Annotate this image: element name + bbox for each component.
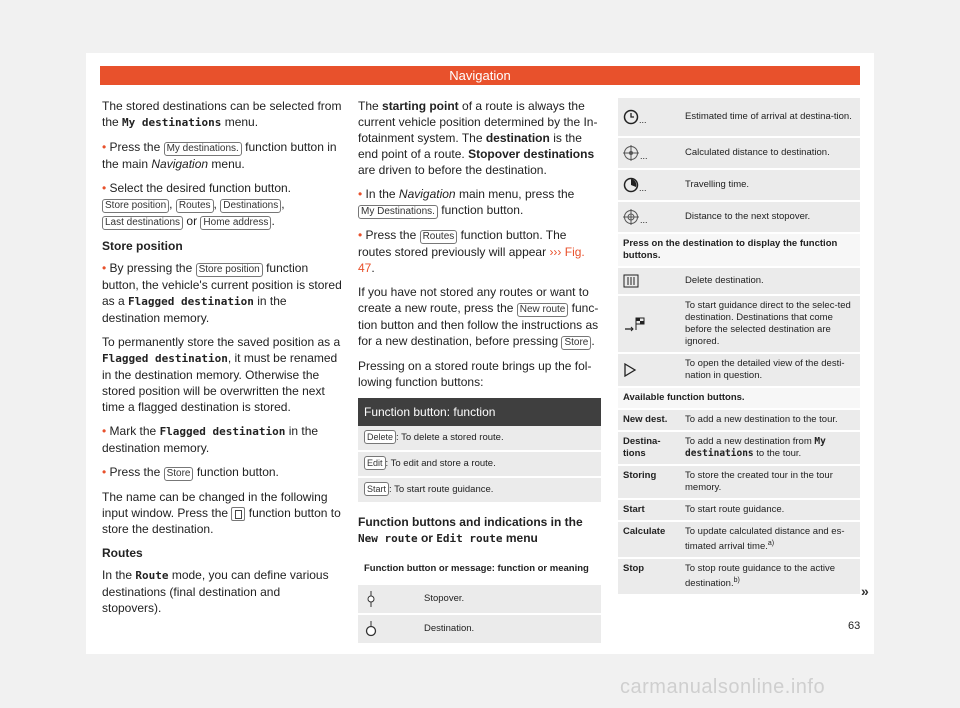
distance-icon [623, 145, 653, 161]
indications-table-continued [618, 98, 860, 596]
function-table [358, 398, 601, 504]
edit-button[interactable]: Edit [364, 456, 386, 470]
figure-link[interactable]: ››› Fig. 47 [358, 245, 585, 275]
table-row: Storing To store the created tour in the tour memory. [618, 465, 860, 499]
column-1 [102, 98, 342, 624]
svg-text:...: ... [639, 115, 647, 125]
my-destinations-button[interactable]: My destinations. [164, 142, 242, 156]
table-row: Stopover. [358, 584, 601, 614]
stopover-distance-icon [623, 209, 653, 225]
destinations-button[interactable]: Destinations [220, 199, 281, 213]
table-row: ... Distance to the next stopover. [618, 201, 860, 233]
store-position-button-2[interactable]: Store position [196, 263, 263, 277]
bullet-item: • In the Navigation main menu, press the My Destinations. function button. [358, 187, 575, 217]
section-header: Navigation [100, 66, 860, 85]
table-row: ... Estimated time of arrival at destina-tion. [618, 98, 860, 137]
table-row: Calculate To update calculated distance and es-timated arrival time.$^{a)}$ [618, 521, 860, 558]
table-row: Start To start route guidance. [618, 499, 860, 521]
table-row: To open the detailed view of the desti-nation in question. [618, 353, 860, 387]
continue-marker: » [861, 583, 869, 599]
routes-button[interactable]: Routes [176, 199, 214, 213]
bullet-item: • Select the desired function button. Store position , Routes , Destinations , Last destinations or Home address . [102, 181, 291, 228]
store-button[interactable]: Store [164, 467, 194, 481]
routes-button-2[interactable]: Routes [420, 230, 458, 244]
svg-text:...: ... [640, 215, 648, 225]
table-header: Function button: function [358, 398, 601, 426]
table-row: ... Calculated distance to destination. [618, 137, 860, 169]
stopover-icon [364, 591, 378, 607]
destination-icon [364, 621, 378, 637]
arrival-time-icon [623, 109, 653, 125]
bullet-item: • By pressing the Store position function button, the vehicle's current position is stored as a Flagged destination in the destination memory. [102, 261, 342, 325]
start-button[interactable]: Start [364, 482, 389, 496]
svg-text:...: ... [639, 183, 647, 193]
table-row: Edit : To edit and store a route. [358, 451, 601, 477]
table-row: Destina-tions To add a new destination from My destinations to the tour. [618, 431, 860, 465]
paragraph: The starting point of a route is always the current vehicle position determined by the In-fotainment system. The destination is the end point of a route. Stopover destinations are driven to before the destination. [358, 99, 598, 177]
table-row: Delete : To delete a stored route. [358, 426, 601, 451]
paragraph: If you have not stored any routes or want to create a new route, press the New route func-tion button and then follow the instructions as for a new destination, before pressing Store . [358, 285, 599, 348]
table-row: Delete destination. [618, 267, 860, 295]
table-row: New dest. To add a new destination to the tour. [618, 409, 860, 431]
table-row: Destination. [358, 614, 601, 644]
table-subheader: Press on the destination to display the function buttons. [618, 233, 860, 267]
table-row: ... Travelling time. [618, 169, 860, 201]
svg-text:...: ... [640, 151, 648, 161]
save-icon[interactable] [231, 507, 245, 521]
bullet-item: • Press the Routes function button. The routes stored previously will appear ››› Fig. 47. [358, 228, 585, 275]
heading-routes: Routes [102, 546, 143, 560]
paragraph: To permanently store the saved position as a Flagged destination, it must be renamed in the destination memory. Otherwise the stored position will be overwritten the next time a flagged destination is stored. [102, 335, 341, 414]
store-position-button[interactable]: Store position [102, 199, 169, 213]
bullet-item: • Press the My destinations. function button in the main Navigation menu. [102, 140, 337, 171]
page-number: 63 [848, 620, 861, 632]
my-destinations-button-2[interactable]: My Destinations. [358, 205, 438, 219]
store-button-2[interactable]: Store [561, 336, 591, 350]
last-destinations-button[interactable]: Last destinations [102, 216, 183, 230]
start-guidance-flag-icon[interactable] [623, 316, 647, 332]
bullet-item: • Press the Store function button. [102, 465, 279, 479]
table-row: Stop To stop route guidance to the active destination.$^{b)}$ [618, 558, 860, 595]
table-header: Function button or message: function or meaning [358, 555, 601, 584]
subheading: Function buttons and indications in the New route or Edit route menu [358, 515, 583, 545]
play-arrow-icon[interactable] [623, 363, 637, 377]
new-route-button[interactable]: New route [517, 303, 569, 317]
paragraph: In the Route mode, you can define various destinations (final destination and stopovers). [102, 568, 329, 615]
watermark: carmanualsonline.info [620, 676, 826, 698]
table-subheader: Available function buttons. [618, 387, 860, 409]
travel-time-icon [623, 177, 653, 193]
table-row: To start guidance direct to the selec-ted destination. Destinations that come before the selected destination are ignored. [618, 295, 860, 353]
home-address-button[interactable]: Home address [200, 216, 271, 230]
paragraph: The stored destinations can be selected from the My destinations menu. [102, 99, 342, 129]
column-3 [618, 98, 860, 596]
table-row: Start : To start route guidance. [358, 477, 601, 503]
delete-button[interactable]: Delete [364, 430, 396, 444]
bullet-item: • Mark the Flagged destination in the destination memory. [102, 424, 319, 455]
trash-icon[interactable] [623, 274, 639, 288]
paragraph: The name can be changed in the following input window. Press the function button to store the destination. [102, 490, 341, 536]
paragraph: Pressing on a stored route brings up the fol-lowing function buttons: [358, 359, 592, 389]
indications-table [358, 555, 601, 645]
heading-store-position: Store position [102, 239, 183, 253]
column-2 [358, 98, 601, 645]
